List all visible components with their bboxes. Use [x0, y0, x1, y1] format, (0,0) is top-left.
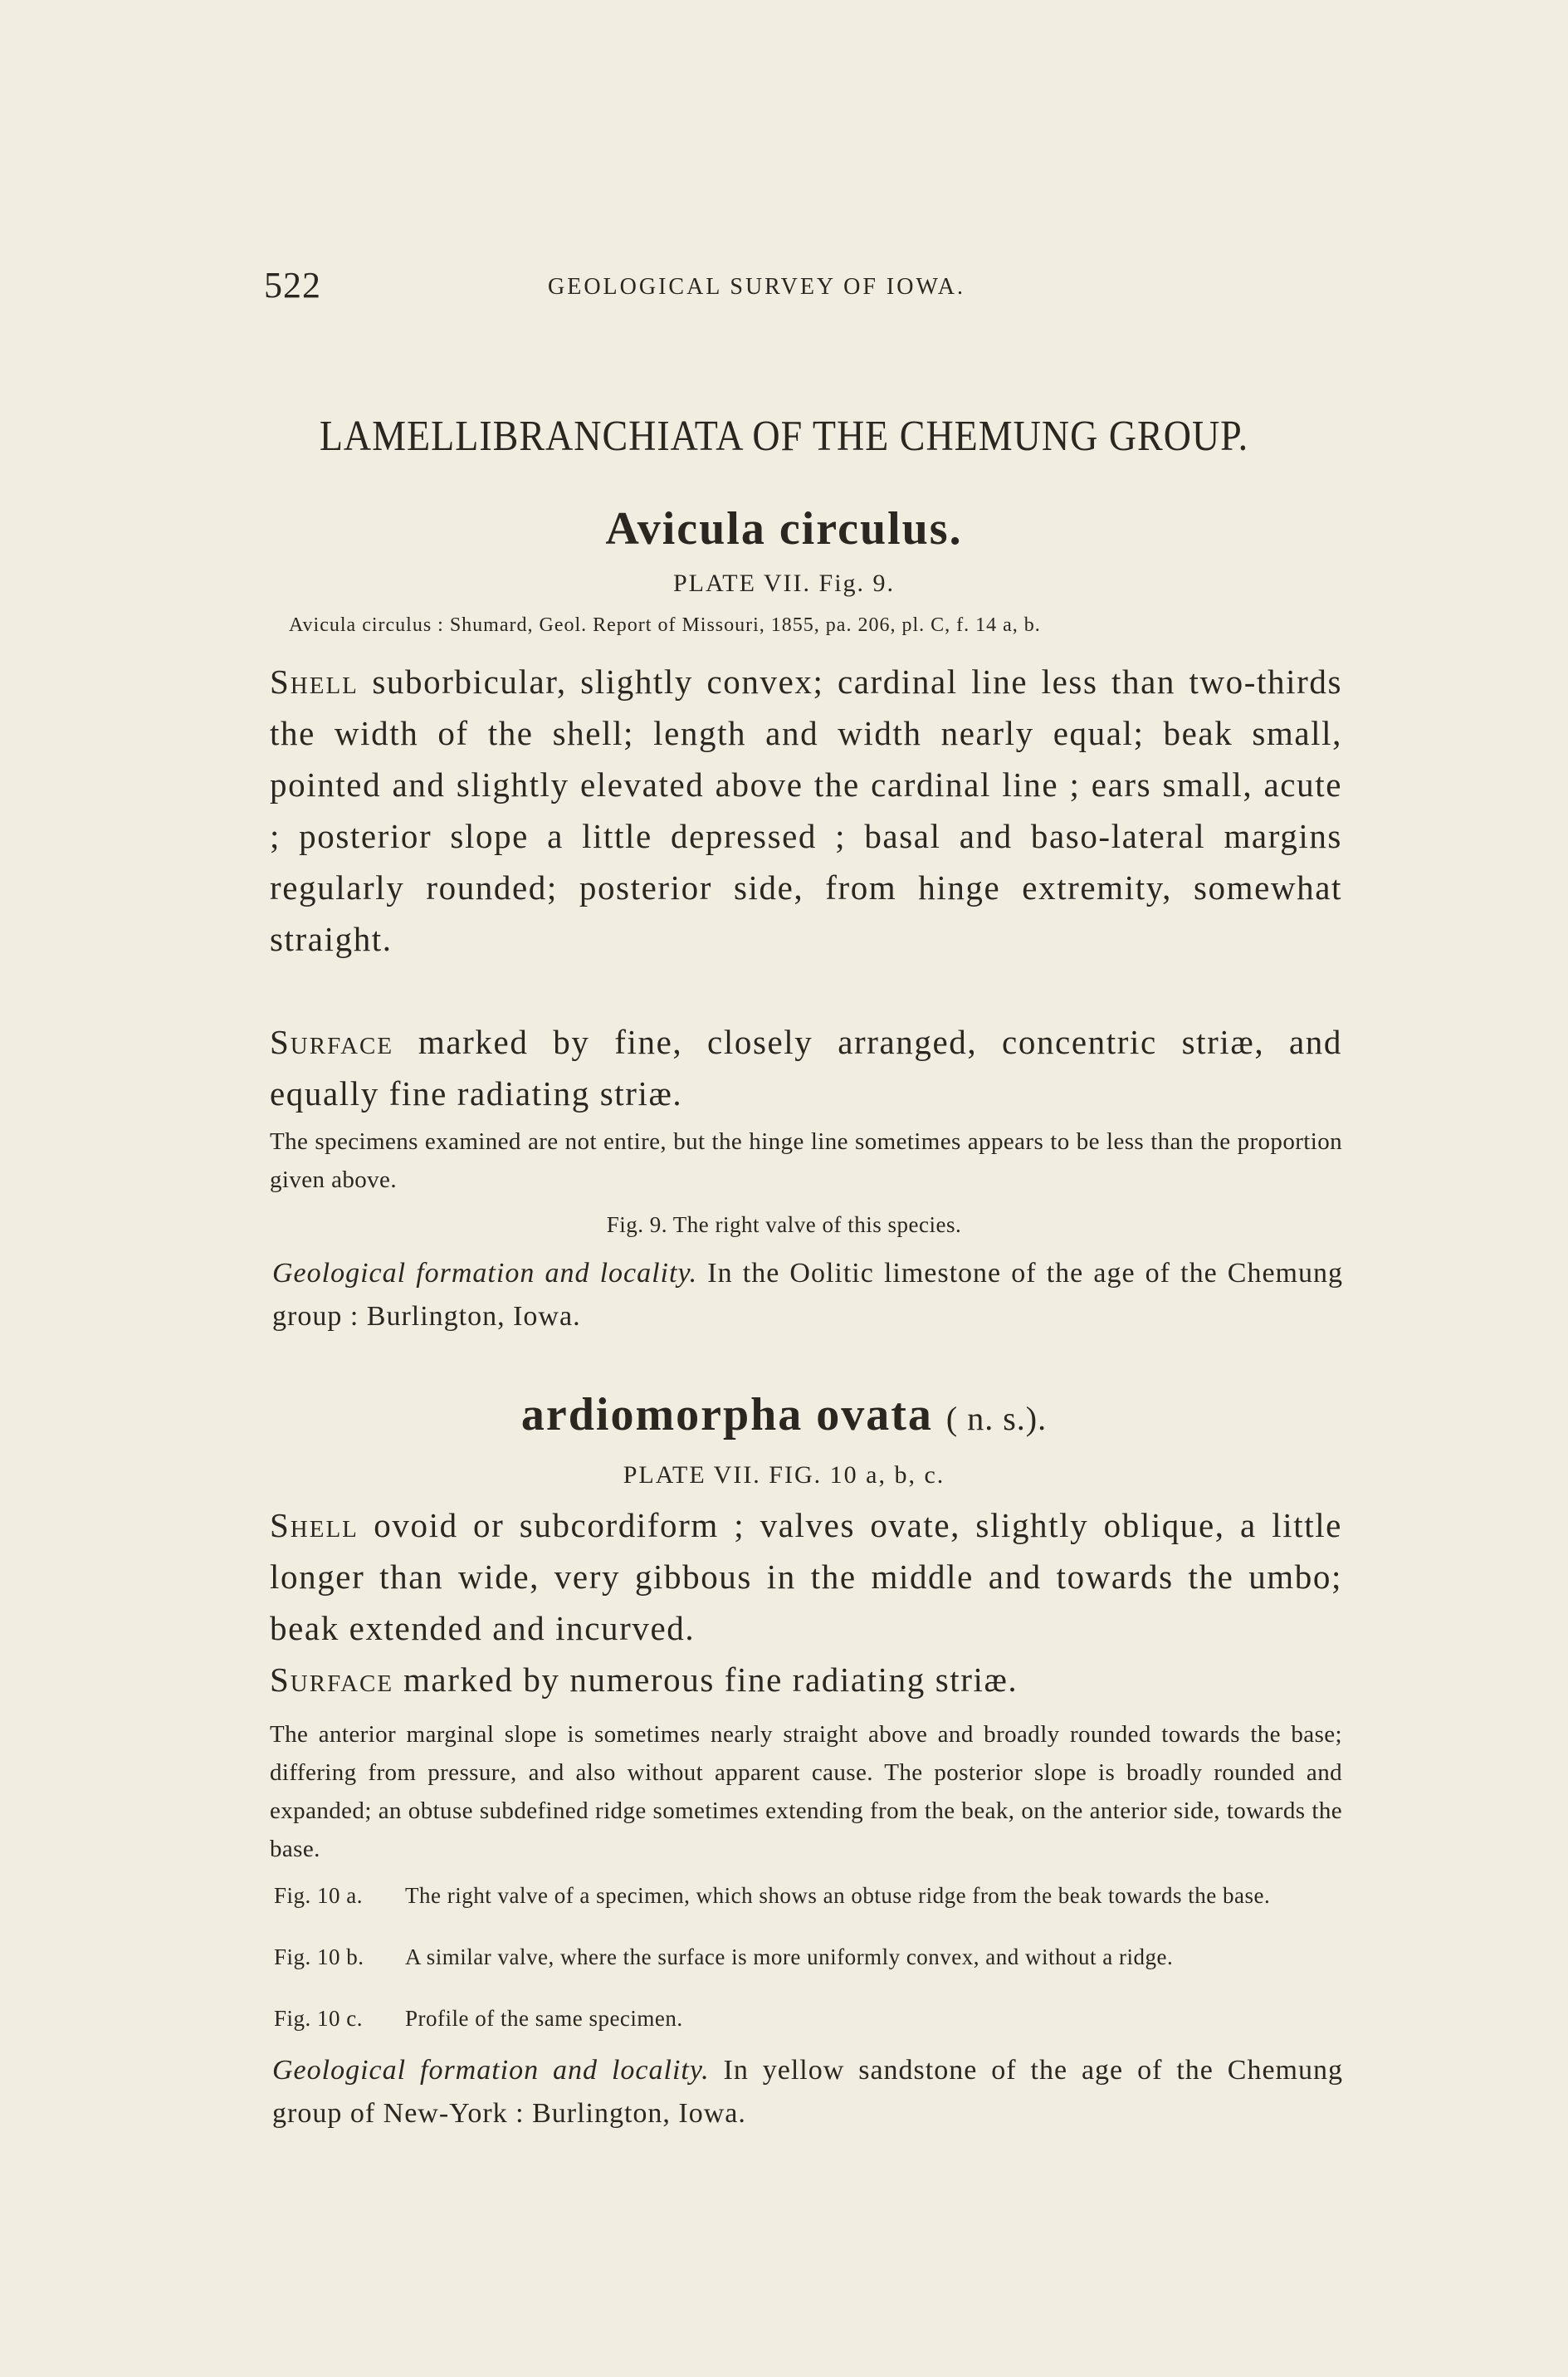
running-title: GEOLOGICAL SURVEY OF IOWA. [548, 274, 965, 300]
figure-caption-row [274, 1881, 1353, 1939]
species-name: ardiomorpha ovata [520, 1389, 933, 1440]
shell-lead-word: Shell [270, 1506, 359, 1544]
locality-label: Geological formation and locality. [272, 1258, 698, 1289]
new-species-mark: ( n. s.). [945, 1400, 1048, 1437]
surface-description [270, 1016, 1342, 1119]
figure-label: Fig. 10 a. [274, 1883, 364, 1908]
synonymy-line: Avicula circulus : Shumard, Geol. Report of Missouri, 1855, pa. 206, pl. C, f. 14 a, b. [289, 614, 1041, 636]
plate-reference: PLATE VII. FIG. 10 a, b, c. [623, 1461, 945, 1489]
specimen-note: The specimens examined are not entire, but the hinge line sometimes appears to be less than the proportion given above. [270, 1128, 1342, 1193]
shell-lead-word: Shell [270, 663, 359, 701]
section-title: LAMELLIBRANCHIATA OF THE CHEMUNG GROUP. [319, 411, 1249, 460]
figure-caption: Fig. 9. The right valve of this species. [606, 1212, 962, 1237]
locality-text: In yellow sandstone of the age of the Chemung group of New-York : Burlington, Iowa. [272, 2055, 1343, 2129]
figure-text: A similar valve, where the surface is more uniformly convex, and without a ridge. [405, 1944, 1174, 1969]
specimen-note: The anterior marginal slope is sometimes nearly straight above and broadly rounded towards the base; differing from pressure, and also without apparent cause. The posterior slope is broadly rounded and expanded; an obtuse subdefined ridge sometimes extending from the beak, on the anterior side, towards the base. [270, 1721, 1342, 1862]
figure-label: Fig. 10 b. [274, 1944, 364, 1969]
plate-reference: PLATE VII. Fig. 9. [672, 570, 896, 597]
locality-paragraph [272, 1252, 1343, 1338]
surface-description [270, 1654, 1342, 1705]
figure-caption-row [274, 1943, 1353, 2001]
locality-text: In the Oolitic limestone of the age of the Chemung group : Burlington, Iowa. [272, 1258, 1344, 1332]
figure-label: Fig. 10 c. [274, 2006, 364, 2031]
running-head [264, 264, 1343, 306]
shell-text: ovoid or subcordiform ; valves ovate, slightly oblique, a little longer than wide, very gibbous in the middle and towards the umbo; beak extended and incurved. [270, 1506, 1342, 1647]
species-title-avicula [0, 502, 1568, 555]
locality-paragraph [272, 2049, 1343, 2135]
shell-description [270, 1499, 1342, 1654]
surface-lead-word: Surface [270, 1023, 394, 1061]
page-number: 522 [264, 265, 321, 306]
figure-text: Profile of the same specimen. [405, 2006, 683, 2031]
species-name: Avicula circulus. [605, 503, 963, 555]
figure-text: The right valve of a specimen, which shows an obtuse ridge from the beak towards the base. [405, 1883, 1271, 1908]
shell-text: suborbicular, slightly convex; cardinal line less than two-thirds the width of the shell; length and width nearly equal; beak small, pointed and slightly elevated above the cardinal line ; ears small, acute ; posterior slope a little depressed ; basal and baso-lateral margins regularly rounded; posterior side, from hinge extremity, somewhat straight. [270, 663, 1342, 958]
locality-label: Geological formation and locality. [272, 2055, 710, 2086]
surface-text: marked by fine, closely arranged, concentric striæ, and equally fine radiating striæ. [270, 1023, 1342, 1113]
shell-description [270, 656, 1342, 965]
surface-text: marked by numerous fine radiating striæ. [403, 1660, 1018, 1699]
species-title-cardiomorpha [0, 1388, 1568, 1441]
figure-caption-row [274, 2004, 1353, 2034]
surface-lead-word: Surface [270, 1660, 394, 1699]
